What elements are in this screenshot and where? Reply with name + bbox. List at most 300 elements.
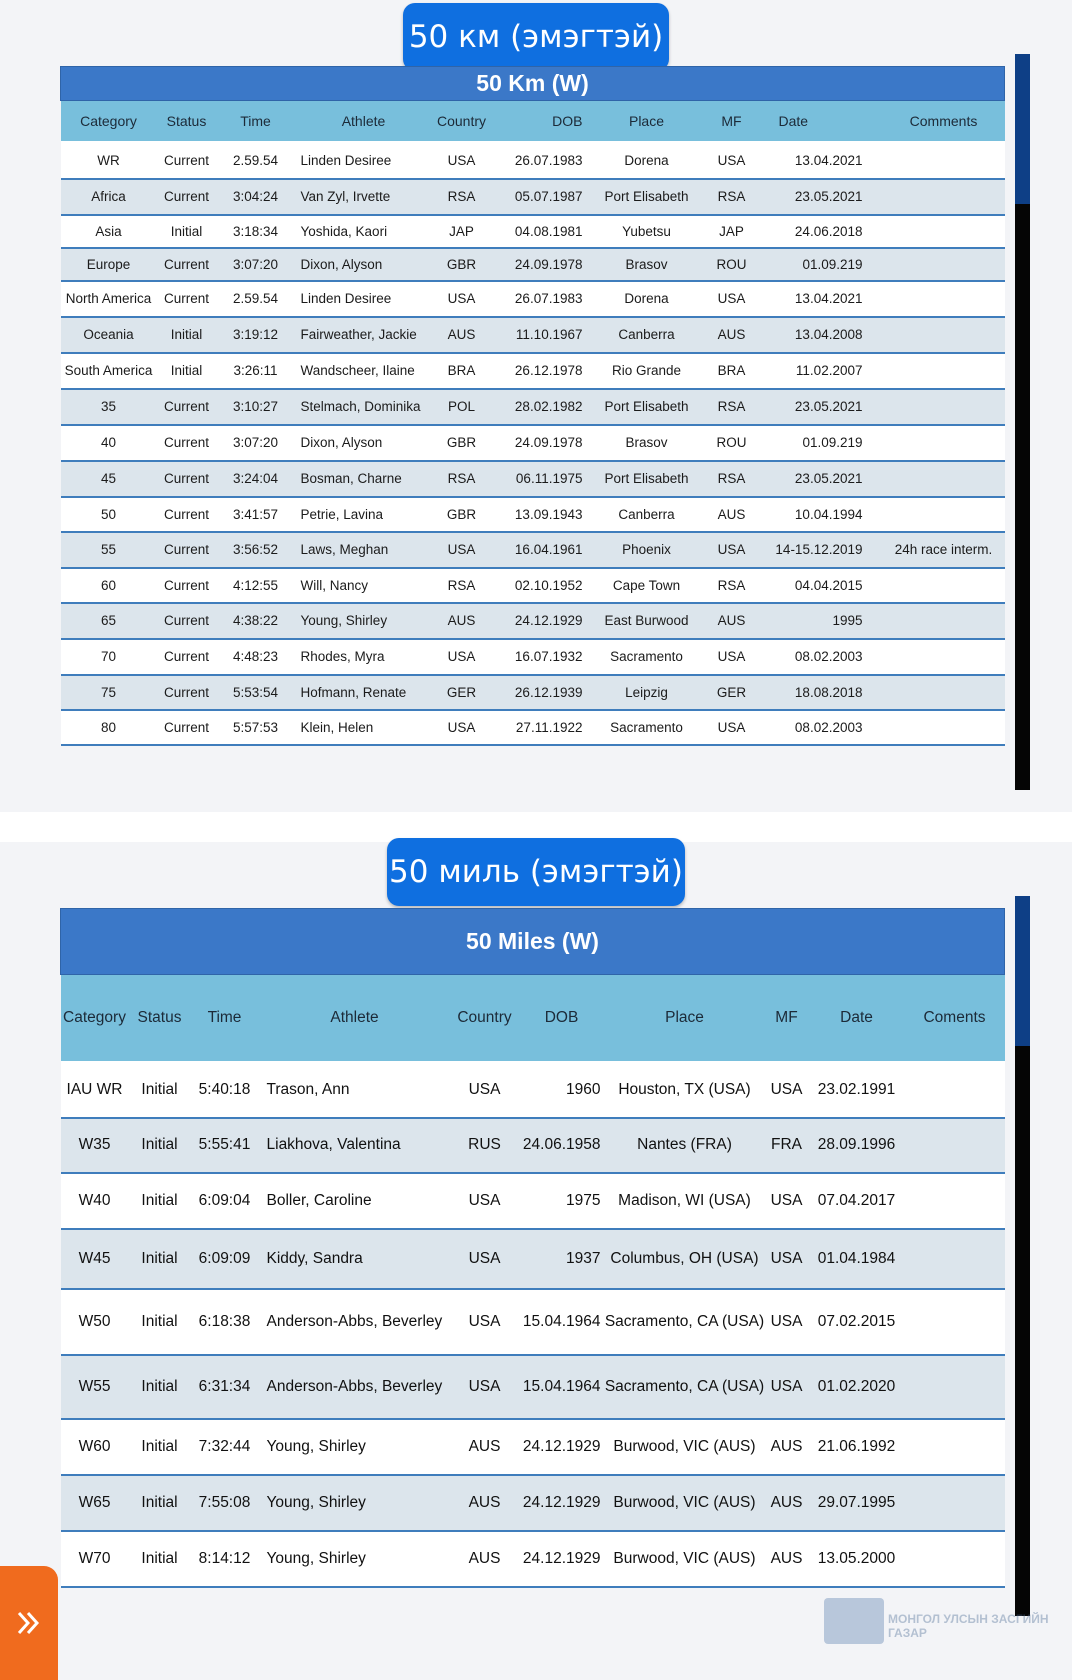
cell-country: USA [433, 532, 491, 568]
cell-athlete: Dixon, Alyson [295, 425, 433, 461]
cell-country: GBR [433, 248, 491, 281]
cell-comments [905, 1229, 1005, 1289]
cell-athlete: Liakhova, Valentina [259, 1118, 451, 1173]
cell-date: 28.09.1996 [809, 1118, 905, 1173]
cell-status: Current [157, 281, 217, 317]
table-row [61, 215, 1005, 248]
cell-comments [905, 1355, 1005, 1419]
cell-status: Current [157, 603, 217, 639]
cell-mf: JAP [705, 215, 759, 248]
cell-time: 7:55:08 [191, 1475, 259, 1531]
cell-comments [883, 389, 1005, 425]
col-header-mf: MF [765, 975, 809, 1063]
table-row [61, 710, 1005, 745]
col-header-comments: Comments [883, 101, 1005, 143]
cell-athlete: Wandscheer, Ilaine [295, 353, 433, 389]
cell-date: 13.04.2021 [759, 143, 883, 179]
cell-time: 2.59.54 [217, 143, 295, 179]
col-header-date: Date [809, 975, 905, 1063]
table-row [61, 1475, 1005, 1531]
cell-date: 07.04.2017 [809, 1173, 905, 1229]
cell-comments [883, 675, 1005, 710]
cell-date: 24.06.2018 [759, 215, 883, 248]
cell-dob: 24.12.1929 [519, 1419, 605, 1475]
col-header-athlete: Athlete [259, 975, 451, 1063]
cell-mf: RSA [705, 179, 759, 215]
cell-date: 08.02.2003 [759, 639, 883, 675]
col-header-date: Date [759, 101, 883, 143]
cell-category: North America [61, 281, 157, 317]
cell-athlete: Kiddy, Sandra [259, 1229, 451, 1289]
cell-mf: USA [765, 1355, 809, 1419]
cell-time: 8:14:12 [191, 1531, 259, 1587]
cell-mf: AUS [705, 497, 759, 532]
government-logo-watermark [824, 1598, 1064, 1664]
cell-time: 4:48:23 [217, 639, 295, 675]
cell-place: Port Elisabeth [589, 389, 705, 425]
cell-athlete: Stelmach, Dominika [295, 389, 433, 425]
cell-status: Initial [157, 215, 217, 248]
cell-mf: USA [765, 1289, 809, 1355]
table-row [61, 143, 1005, 179]
cell-mf: USA [705, 639, 759, 675]
cell-date: 08.02.2003 [759, 710, 883, 745]
cell-time: 6:18:38 [191, 1289, 259, 1355]
col-header-athlete: Athlete [295, 101, 433, 143]
cell-time: 3:56:52 [217, 532, 295, 568]
cell-athlete: Rhodes, Myra [295, 639, 433, 675]
cell-category: 45 [61, 461, 157, 497]
cell-time: 3:07:20 [217, 248, 295, 281]
cell-comments [883, 317, 1005, 353]
cell-place: Canberra [589, 497, 705, 532]
cell-dob: 24.09.1978 [491, 425, 589, 461]
table-2-scroll-thumb[interactable] [1015, 896, 1030, 1046]
cell-mf: USA [705, 532, 759, 568]
cell-category: 70 [61, 639, 157, 675]
cell-mf: RSA [705, 389, 759, 425]
cell-place: Rio Grande [589, 353, 705, 389]
cell-date: 01.09.219 [759, 248, 883, 281]
cell-status: Current [157, 389, 217, 425]
cell-date: 01.04.1984 [809, 1229, 905, 1289]
cell-status: Current [157, 143, 217, 179]
cell-dob: 26.07.1983 [491, 281, 589, 317]
cell-date: 10.04.1994 [759, 497, 883, 532]
table-row [61, 603, 1005, 639]
cell-category: 35 [61, 389, 157, 425]
col-header-place: Place [589, 101, 705, 143]
table-row [61, 532, 1005, 568]
col-header-status: Status [157, 101, 217, 143]
cell-date: 18.08.2018 [759, 675, 883, 710]
cell-category: Europe [61, 248, 157, 281]
cell-athlete: Anderson-Abbs, Beverley [259, 1355, 451, 1419]
cell-comments [883, 143, 1005, 179]
cell-date: 13.04.2008 [759, 317, 883, 353]
cell-place: Nantes (FRA) [605, 1118, 765, 1173]
table-row [61, 1355, 1005, 1419]
cell-time: 3:19:12 [217, 317, 295, 353]
cell-time: 4:38:22 [217, 603, 295, 639]
cell-place: Port Elisabeth [589, 179, 705, 215]
cell-date: 07.02.2015 [809, 1289, 905, 1355]
cell-category: 50 [61, 497, 157, 532]
cell-comments [883, 603, 1005, 639]
cell-status: Current [157, 179, 217, 215]
cell-time: 6:09:09 [191, 1229, 259, 1289]
cell-date: 23.02.1991 [809, 1063, 905, 1118]
cell-mf: GER [705, 675, 759, 710]
table-1-scrollbar[interactable] [1015, 54, 1030, 790]
cell-status: Current [157, 497, 217, 532]
cell-time: 5:53:54 [217, 675, 295, 710]
cell-time: 5:55:41 [191, 1118, 259, 1173]
cell-athlete: Fairweather, Jackie [295, 317, 433, 353]
cell-status: Initial [129, 1289, 191, 1355]
cell-country: RUS [451, 1118, 519, 1173]
cell-status: Initial [129, 1355, 191, 1419]
cell-place: Phoenix [589, 532, 705, 568]
cell-comments [905, 1118, 1005, 1173]
cell-time: 3:10:27 [217, 389, 295, 425]
cell-time: 3:18:34 [217, 215, 295, 248]
cell-dob: 1975 [519, 1173, 605, 1229]
table-2-header-row [61, 975, 1005, 1063]
cell-country: USA [433, 710, 491, 745]
cell-comments [905, 1173, 1005, 1229]
cell-dob: 06.11.1975 [491, 461, 589, 497]
cell-comments [883, 639, 1005, 675]
cell-mf: ROU [705, 248, 759, 281]
section-2-title-pill: 50 миль (эмэгтэй) [387, 838, 685, 906]
cell-date: 14-15.12.2019 [759, 532, 883, 568]
cell-time: 2.59.54 [217, 281, 295, 317]
cell-athlete: Young, Shirley [295, 603, 433, 639]
cell-dob: 24.12.1929 [491, 603, 589, 639]
cell-time: 5:57:53 [217, 710, 295, 745]
cell-country: USA [451, 1355, 519, 1419]
cell-category: 75 [61, 675, 157, 710]
cell-comments [883, 215, 1005, 248]
table-row [61, 675, 1005, 710]
table-50miles-women [60, 908, 1005, 1588]
table-row [61, 179, 1005, 215]
cell-time: 3:24:04 [217, 461, 295, 497]
cell-category: Oceania [61, 317, 157, 353]
table-row [61, 389, 1005, 425]
cell-country: POL [433, 389, 491, 425]
cell-mf: RSA [705, 461, 759, 497]
cell-time: 7:32:44 [191, 1419, 259, 1475]
cell-athlete: Laws, Meghan [295, 532, 433, 568]
cell-status: Initial [157, 317, 217, 353]
cell-country: USA [433, 639, 491, 675]
cell-place: Columbus, OH (USA) [605, 1229, 765, 1289]
table-row [61, 1173, 1005, 1229]
cell-place: Madison, WI (USA) [605, 1173, 765, 1229]
cell-athlete: Young, Shirley [259, 1531, 451, 1587]
table-50km-women [60, 66, 1005, 746]
cell-status: Initial [129, 1063, 191, 1118]
cell-date: 01.02.2020 [809, 1355, 905, 1419]
cell-country: JAP [433, 215, 491, 248]
cell-athlete: Trason, Ann [259, 1063, 451, 1118]
cell-athlete: Hofmann, Renate [295, 675, 433, 710]
cell-country: RSA [433, 568, 491, 603]
cell-place: Burwood, VIC (AUS) [605, 1419, 765, 1475]
cell-dob: 15.04.1964 [519, 1355, 605, 1419]
cell-place: Port Elisabeth [589, 461, 705, 497]
table-row [61, 568, 1005, 603]
cell-country: RSA [433, 461, 491, 497]
table-row [61, 461, 1005, 497]
table-row [61, 639, 1005, 675]
cell-time: 4:12:55 [217, 568, 295, 603]
cell-athlete: Bosman, Charne [295, 461, 433, 497]
cell-status: Current [157, 710, 217, 745]
cell-date: 13.05.2000 [809, 1531, 905, 1587]
table-row [61, 353, 1005, 389]
cell-dob: 1960 [519, 1063, 605, 1118]
col-header-country: Country [433, 101, 491, 143]
cell-mf: AUS [765, 1419, 809, 1475]
cell-athlete: Klein, Helen [295, 710, 433, 745]
cell-time: 3:41:57 [217, 497, 295, 532]
cell-status: Current [157, 532, 217, 568]
cell-dob: 26.07.1983 [491, 143, 589, 179]
cell-category: Asia [61, 215, 157, 248]
cell-dob: 05.07.1987 [491, 179, 589, 215]
cell-mf: ROU [705, 425, 759, 461]
table-row [61, 1229, 1005, 1289]
cell-comments [883, 497, 1005, 532]
cell-dob: 13.09.1943 [491, 497, 589, 532]
table-2-title: 50 Miles (W) [61, 909, 1005, 975]
table-row [61, 317, 1005, 353]
cell-category: 80 [61, 710, 157, 745]
cell-place: Sacramento [589, 639, 705, 675]
cell-dob: 27.11.1922 [491, 710, 589, 745]
cell-comments [883, 248, 1005, 281]
cell-status: Current [157, 425, 217, 461]
cell-mf: AUS [705, 317, 759, 353]
col-header-dob: DOB [519, 975, 605, 1063]
cell-dob: 15.04.1964 [519, 1289, 605, 1355]
cell-place: Sacramento [589, 710, 705, 745]
cell-category: W55 [61, 1355, 129, 1419]
cell-country: USA [451, 1173, 519, 1229]
cell-status: Initial [129, 1419, 191, 1475]
cell-athlete: Will, Nancy [295, 568, 433, 603]
col-header-country: Country [451, 975, 519, 1063]
cell-mf: FRA [765, 1118, 809, 1173]
cell-country: USA [433, 281, 491, 317]
col-header-category: Category [61, 101, 157, 143]
cell-country: USA [451, 1229, 519, 1289]
cell-time: 3:07:20 [217, 425, 295, 461]
expand-side-button[interactable] [0, 1566, 58, 1680]
cell-mf: USA [705, 143, 759, 179]
cell-place: Brasov [589, 425, 705, 461]
cell-place: Dorena [589, 281, 705, 317]
cell-athlete: Petrie, Lavina [295, 497, 433, 532]
cell-category: W65 [61, 1475, 129, 1531]
col-header-time: Time [191, 975, 259, 1063]
cell-dob: 24.12.1929 [519, 1475, 605, 1531]
table-row [61, 281, 1005, 317]
cell-dob: 28.02.1982 [491, 389, 589, 425]
table-1-title: 50 Km (W) [61, 67, 1005, 101]
cell-category: South America [61, 353, 157, 389]
col-header-dob: DOB [491, 101, 589, 143]
cell-comments [905, 1419, 1005, 1475]
cell-place: Leipzig [589, 675, 705, 710]
cell-time: 5:40:18 [191, 1063, 259, 1118]
cell-mf: USA [765, 1173, 809, 1229]
cell-place: Brasov [589, 248, 705, 281]
cell-comments [905, 1063, 1005, 1118]
cell-mf: USA [765, 1063, 809, 1118]
col-header-mf: MF [705, 101, 759, 143]
table-row [61, 1118, 1005, 1173]
cell-dob: 02.10.1952 [491, 568, 589, 603]
col-header-category: Category [61, 975, 129, 1063]
table-row [61, 248, 1005, 281]
cell-mf: USA [705, 281, 759, 317]
cell-place: Canberra [589, 317, 705, 353]
cell-athlete: Linden Desiree [295, 281, 433, 317]
cell-status: Initial [129, 1229, 191, 1289]
cell-country: BRA [433, 353, 491, 389]
cell-dob: 16.04.1961 [491, 532, 589, 568]
soyombo-emblem-icon [824, 1598, 884, 1644]
cell-dob: 26.12.1939 [491, 675, 589, 710]
cell-country: USA [451, 1289, 519, 1355]
table-row [61, 1063, 1005, 1118]
table-row [61, 1531, 1005, 1587]
cell-status: Current [157, 639, 217, 675]
table-2-scrollbar[interactable] [1015, 896, 1030, 1616]
col-header-place: Place [605, 975, 765, 1063]
cell-category: Africa [61, 179, 157, 215]
cell-athlete: Van Zyl, Irvette [295, 179, 433, 215]
cell-status: Initial [129, 1118, 191, 1173]
cell-status: Current [157, 461, 217, 497]
cell-time: 3:26:11 [217, 353, 295, 389]
col-header-status: Status [129, 975, 191, 1063]
cell-category: 65 [61, 603, 157, 639]
cell-comments [905, 1475, 1005, 1531]
cell-date: 1995 [759, 603, 883, 639]
cell-date: 23.05.2021 [759, 389, 883, 425]
cell-time: 6:09:04 [191, 1173, 259, 1229]
col-header-time: Time [217, 101, 295, 143]
cell-date: 23.05.2021 [759, 179, 883, 215]
cell-status: Current [157, 248, 217, 281]
cell-mf: USA [765, 1229, 809, 1289]
cell-date: 23.05.2021 [759, 461, 883, 497]
cell-mf: AUS [765, 1475, 809, 1531]
cell-dob: 16.07.1932 [491, 639, 589, 675]
cell-country: AUS [433, 317, 491, 353]
cell-country: USA [451, 1063, 519, 1118]
cell-date: 13.04.2021 [759, 281, 883, 317]
cell-date: 29.07.1995 [809, 1475, 905, 1531]
cell-country: USA [433, 143, 491, 179]
cell-country: GBR [433, 425, 491, 461]
col-header-comments: Coments [905, 975, 1005, 1063]
cell-category: W60 [61, 1419, 129, 1475]
cell-athlete: Anderson-Abbs, Beverley [259, 1289, 451, 1355]
cell-category: 55 [61, 532, 157, 568]
cell-country: AUS [451, 1531, 519, 1587]
cell-athlete: Young, Shirley [259, 1475, 451, 1531]
cell-country: AUS [433, 603, 491, 639]
cell-category: W40 [61, 1173, 129, 1229]
cell-comments [883, 710, 1005, 745]
cell-status: Current [157, 568, 217, 603]
cell-status: Initial [129, 1475, 191, 1531]
cell-comments: 24h race interm. [883, 532, 1005, 568]
cell-dob: 1937 [519, 1229, 605, 1289]
cell-country: AUS [451, 1419, 519, 1475]
cell-place: Yubetsu [589, 215, 705, 248]
cell-time: 3:04:24 [217, 179, 295, 215]
cell-status: Initial [129, 1531, 191, 1587]
cell-comments [883, 425, 1005, 461]
cell-dob: 11.10.1967 [491, 317, 589, 353]
cell-mf: AUS [705, 603, 759, 639]
cell-country: RSA [433, 179, 491, 215]
cell-athlete: Yoshida, Kaori [295, 215, 433, 248]
cell-status: Current [157, 675, 217, 710]
cell-category: 60 [61, 568, 157, 603]
cell-date: 11.02.2007 [759, 353, 883, 389]
cell-time: 6:31:34 [191, 1355, 259, 1419]
table-1-scroll-thumb[interactable] [1015, 54, 1030, 204]
cell-country: GBR [433, 497, 491, 532]
cell-dob: 04.08.1981 [491, 215, 589, 248]
cell-date: 04.04.2015 [759, 568, 883, 603]
cell-category: W35 [61, 1118, 129, 1173]
cell-country: GER [433, 675, 491, 710]
cell-category: W70 [61, 1531, 129, 1587]
cell-comments [883, 281, 1005, 317]
cell-mf: RSA [705, 568, 759, 603]
table-row [61, 1419, 1005, 1475]
table-row [61, 425, 1005, 461]
cell-mf: USA [705, 710, 759, 745]
table-row [61, 1289, 1005, 1355]
cell-athlete: Linden Desiree [295, 143, 433, 179]
table-1-header-row [61, 101, 1005, 143]
cell-status: Initial [129, 1173, 191, 1229]
cell-place: Dorena [589, 143, 705, 179]
cell-athlete: Young, Shirley [259, 1419, 451, 1475]
cell-mf: AUS [765, 1531, 809, 1587]
table-row [61, 497, 1005, 532]
cell-category: 40 [61, 425, 157, 461]
section-1-title-pill: 50 км (эмэгтэй) [403, 3, 669, 71]
cell-category: IAU WR [61, 1063, 129, 1118]
cell-status: Initial [157, 353, 217, 389]
cell-athlete: Boller, Caroline [259, 1173, 451, 1229]
cell-dob: 24.09.1978 [491, 248, 589, 281]
cell-country: AUS [451, 1475, 519, 1531]
cell-date: 01.09.219 [759, 425, 883, 461]
cell-place: East Burwood [589, 603, 705, 639]
